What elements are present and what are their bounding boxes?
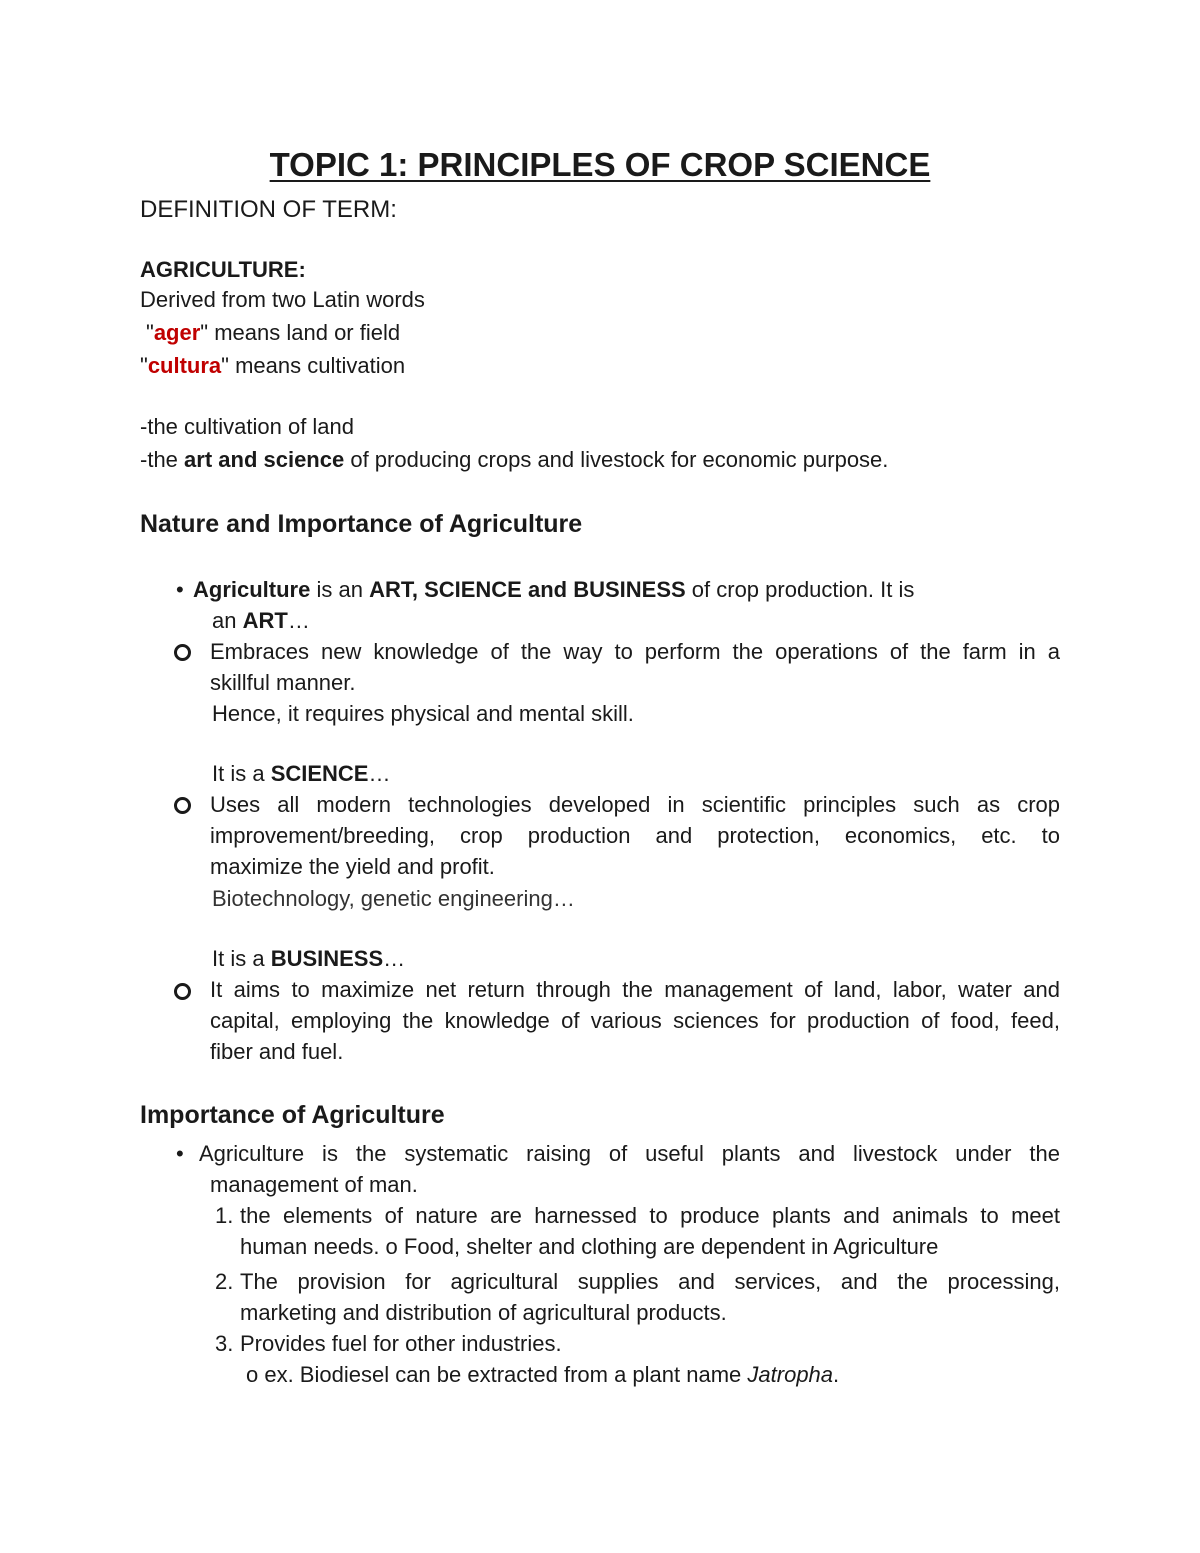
item-3-line-1: Provides fuel for other industries. <box>240 1331 562 1356</box>
derived-text: Derived from two Latin words <box>140 287 425 312</box>
business-item-line-2: capital, employing the knowledge of various sciences for production of food, feed, <box>210 1008 1060 1033</box>
science-item-line-3: maximize the yield and profit. <box>210 854 495 879</box>
nature-intro: Agriculture is an ART, SCIENCE and BUSINESS of crop production. It is <box>193 577 915 602</box>
item-1-line-2: human needs. o Food, shelter and clothing are dependent in Agriculture <box>240 1234 939 1259</box>
science-note: Biotechnology, genetic engineering… <box>212 886 575 911</box>
science-item-line-2: improvement/breeding, crop production and protection, economics, etc. to <box>210 823 1060 848</box>
circle-bullet-icon <box>174 983 191 1000</box>
agriculture-heading: AGRICULTURE: <box>140 257 306 282</box>
art-label: an ART… <box>212 608 310 633</box>
importance-intro-line-1: Agriculture is the systematic raising of useful plants and livestock under the <box>199 1141 1060 1166</box>
item-3-sub: o ex. Biodiesel can be extracted from a plant name Jatropha. <box>246 1362 840 1387</box>
nature-heading: Nature and Importance of Agriculture <box>140 510 583 538</box>
list-number: 2. <box>215 1269 234 1294</box>
page-title: TOPIC 1: PRINCIPLES OF CROP SCIENCE <box>269 146 931 183</box>
definition-heading: DEFINITION OF TERM: <box>140 196 397 223</box>
bullet-icon: • <box>176 577 184 602</box>
ager-word: ager <box>153 320 201 345</box>
circle-bullet-icon <box>174 644 191 661</box>
list-number: 1. <box>215 1203 234 1228</box>
cultura-line: "cultura" means cultivation <box>140 353 406 378</box>
art-note: Hence, it requires physical and mental skill. <box>212 701 634 726</box>
importance-heading: Importance of Agriculture <box>140 1101 445 1129</box>
item-2-line-1: The provision for agricultural supplies and services, and the processing, <box>240 1269 1060 1294</box>
art-item-line-1: Embraces new knowledge of the way to perform the operations of the farm in a <box>210 639 1060 664</box>
art-item-line-2: skillful manner. <box>210 670 356 695</box>
business-item-line-3: fiber and fuel. <box>210 1039 344 1064</box>
business-item-line-1: It aims to maximize net return through the management of land, labor, water and <box>210 977 1060 1002</box>
item-2-line-2: marketing and distribution of agricultural products. <box>240 1300 727 1325</box>
definition-2: -the art and science of producing crops and livestock for economic purpose. <box>140 447 889 472</box>
item-1-line-1: the elements of nature are harnessed to produce plants and animals to meet <box>240 1203 1060 1228</box>
science-item-line-1: Uses all modern technologies developed in scientific principles such as crop <box>210 792 1060 817</box>
cultura-word: cultura <box>147 353 222 378</box>
ager-line: "ager" means land or field <box>146 320 401 345</box>
list-number: 3. <box>215 1331 234 1356</box>
business-label: It is a BUSINESS… <box>212 946 406 971</box>
bullet-icon: • <box>176 1141 184 1166</box>
science-label: It is a SCIENCE… <box>212 761 391 786</box>
circle-bullet-icon <box>174 797 191 814</box>
definition-1: -the cultivation of land <box>140 414 355 439</box>
importance-intro-line-2: management of man. <box>210 1172 418 1197</box>
